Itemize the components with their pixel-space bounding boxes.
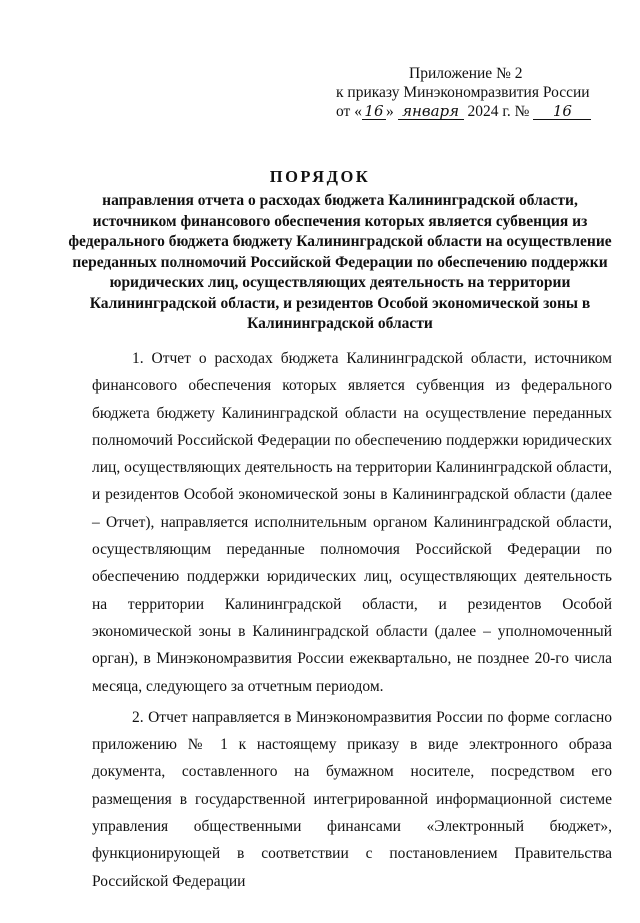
handwritten-day: 16: [362, 103, 386, 120]
order-date-line: [336, 102, 606, 121]
date-quote-close: »: [385, 103, 394, 120]
paragraph-1: 1. Отчет о расходах бюджета Калининградской области, источником финансового обеспечения которых является субвенция из федерального бюджета бюджету Калининградской области на осуществление переданных полномочий Российской Федерации по обеспечению поддержки юридических лиц, осуществляющих деятельность на территории Калининградской области, и резидентов Особой экономической зоны в Калининградской области (далее – Отчет), направляется исполнительным органом Калининградской области, осуществляющим переданные полномочия Российской Федерации по обеспечению поддержки юридических лиц, осуществляющих деятельность на территории Калининградской области, и резидентов Особой экономической зоны в Калининградской области (далее – уполномоченный орган), в Минэкономразвития России ежеквартально, не позднее 20-го числа месяца, следующего за отчетным периодом.: [92, 350, 612, 695]
document-body: [92, 345, 612, 895]
handwritten-order-number: 16: [533, 103, 591, 120]
appendix-header: [336, 64, 606, 121]
paragraph-2: 2. Отчет направляется в Минэкономразвития России по форме согласно приложению № 1 к настоящему приказу в виде электронного образа документа, составленного на бумажном носителе, посредством его размещения в государственной интегрированной информационной системе управления общественными финансами «Электронный бюджет», функционирующей в соответствии с постановлением Правительства Российской Федерации: [92, 708, 612, 890]
appendix-label: Приложение № 2: [409, 65, 523, 82]
order-reference: к приказу Минэкономразвития России: [336, 84, 590, 101]
document-title: ПОРЯДОК: [269, 167, 371, 186]
year-number-label: 2024 г. №: [467, 103, 530, 120]
date-prefix: от «: [336, 103, 362, 120]
document-subtitle: направления отчета о расходах бюджета Калининградской области, источником финансового обеспечения которых является субвенция из федерального бюджета бюджету Калининградской области на осуществление переданных полномочий Российской Федерации по обеспечению поддержки юридических лиц, осуществляющих деятельность на территории Калининградской области, и резидентов Особой экономической зоны в Калининградской области: [68, 192, 612, 332]
handwritten-month: января: [398, 103, 464, 120]
